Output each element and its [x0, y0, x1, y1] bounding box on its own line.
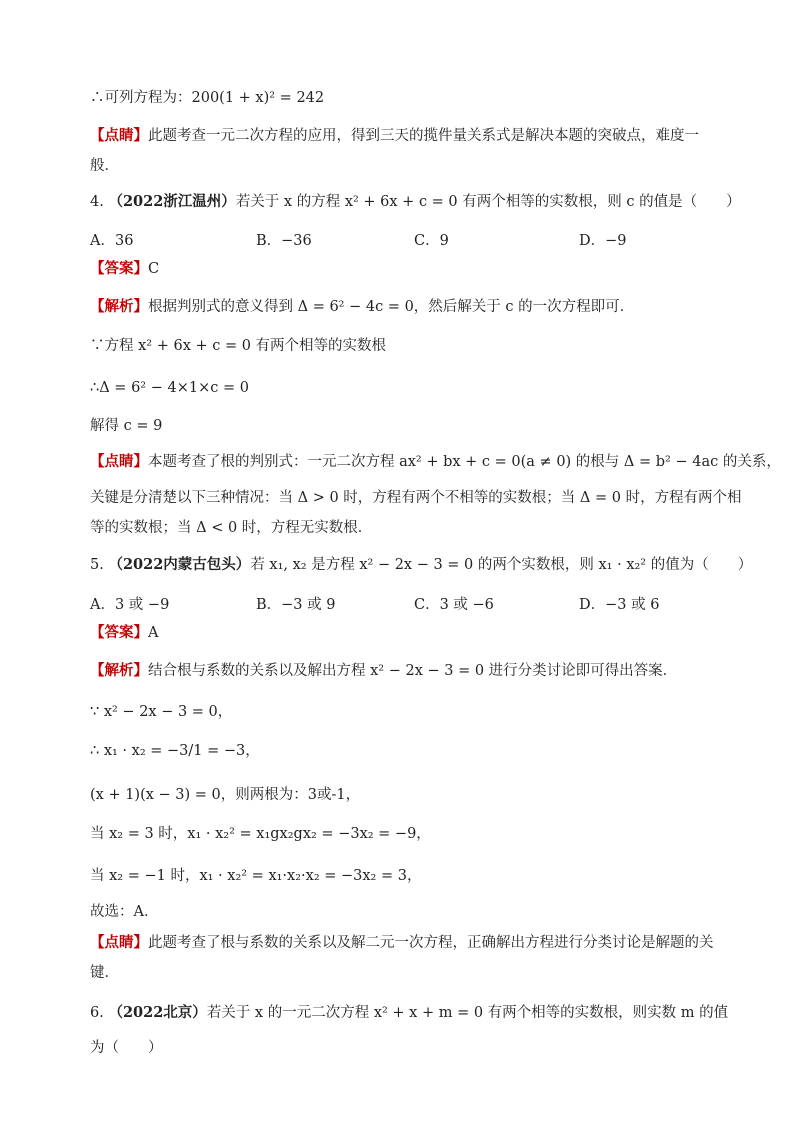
q5-option-a: A．3 或 −9 [90, 597, 170, 613]
tag-label: 【点睛】 [90, 453, 148, 470]
q4-option-c: C．9 [414, 233, 449, 249]
solution-line: 解得 c = 9 [90, 418, 163, 434]
solution-line: 故选：A． [90, 904, 159, 920]
q5-option-c: C．3 或 −6 [414, 597, 494, 613]
comment-line: 【点睛】此题考查了根与系数的关系以及解二元一次方程，正确解出方程进行分类讨论是解题的关 [90, 934, 714, 951]
tag-label: 【解析】 [90, 662, 148, 679]
equation-line: ∴可列方程为：200(1 + x)² = 242 [90, 90, 325, 106]
text-line: 般． [90, 158, 119, 174]
tag-label: 【答案】 [90, 260, 148, 277]
solution-line: ∴ x₁ · x₂ = −3/1 = −3， [90, 743, 260, 759]
q5-option-d: D．−3 或 6 [579, 597, 660, 613]
q5-option-b: B．−3 或 9 [256, 597, 336, 613]
solution-line: 当 x₂ = 3 时，x₁ · x₂² = x₁gx₂gx₂ = −3x₂ = −9， [90, 826, 431, 842]
question-source: （2022浙江温州） [108, 193, 236, 210]
solution-line: ∴Δ = 6² − 4×1×c = 0 [90, 380, 249, 396]
question-6: 6. （2022北京）若关于 x 的一元二次方程 x² + x + m = 0 有两个相等的实数根，则实数 m 的值 [90, 1004, 729, 1021]
tag-label: 【答案】 [90, 624, 148, 641]
tag-label: 【点睛】 [90, 127, 148, 144]
text-line: 等的实数根；当 Δ < 0 时，方程无实数根． [90, 520, 373, 536]
tag-label: 【点睛】 [90, 934, 148, 951]
text-line: 关键是分清楚以下三种情况：当 Δ > 0 时，方程有两个不相等的实数根；当 Δ = 0 时，方程有两个相 [90, 490, 742, 506]
comment-line: 【点睛】本题考查了根的判别式：一元二次方程 ax² + bx + c = 0(a ≠ 0) 的根与 Δ = b² − 4ac 的关系， [90, 453, 781, 470]
question-4: 4. （2022浙江温州）若关于 x 的方程 x² + 6x + c = 0 有两个相等的实数根，则 c 的值是（ ） [90, 193, 741, 210]
solution-line: ∵方程 x² + 6x + c = 0 有两个相等的实数根 [90, 338, 387, 354]
q4-option-d: D．−9 [579, 233, 627, 249]
question-source: （2022内蒙古包头） [108, 556, 251, 573]
text-line: 键． [90, 965, 119, 981]
solution-line: (x + 1)(x − 3) = 0，则两根为：3或-1， [90, 787, 361, 803]
text-line: 为（ ） [90, 1040, 163, 1056]
solution-line: ∵ x² − 2x − 3 = 0， [90, 704, 233, 720]
question-5: 5. （2022内蒙古包头）若 x₁, x₂ 是方程 x² − 2x − 3 = 0 的两个实数根，则 x₁ · x₂² 的值为（ ） [90, 556, 753, 573]
answer-line: 【答案】A [90, 624, 159, 641]
tag-label: 【解析】 [90, 298, 148, 315]
q4-option-b: B．−36 [256, 233, 312, 249]
analysis-line: 【解析】结合根与系数的关系以及解出方程 x² − 2x − 3 = 0 进行分类讨论即可得出答案． [90, 662, 678, 679]
question-source: （2022北京） [108, 1004, 207, 1021]
answer-line: 【答案】C [90, 260, 160, 277]
comment-line: 【点睛】此题考查一元二次方程的应用，得到三天的揽件量关系式是解决本题的突破点，难度一 [90, 127, 699, 144]
analysis-line: 【解析】根据判别式的意义得到 Δ = 6² − 4c = 0，然后解关于 c 的一次方程即可． [90, 298, 635, 315]
solution-line: 当 x₂ = −1 时，x₁ · x₂² = x₁·x₂·x₂ = −3x₂ = 3， [90, 868, 422, 884]
q4-option-a: A．36 [90, 233, 134, 249]
